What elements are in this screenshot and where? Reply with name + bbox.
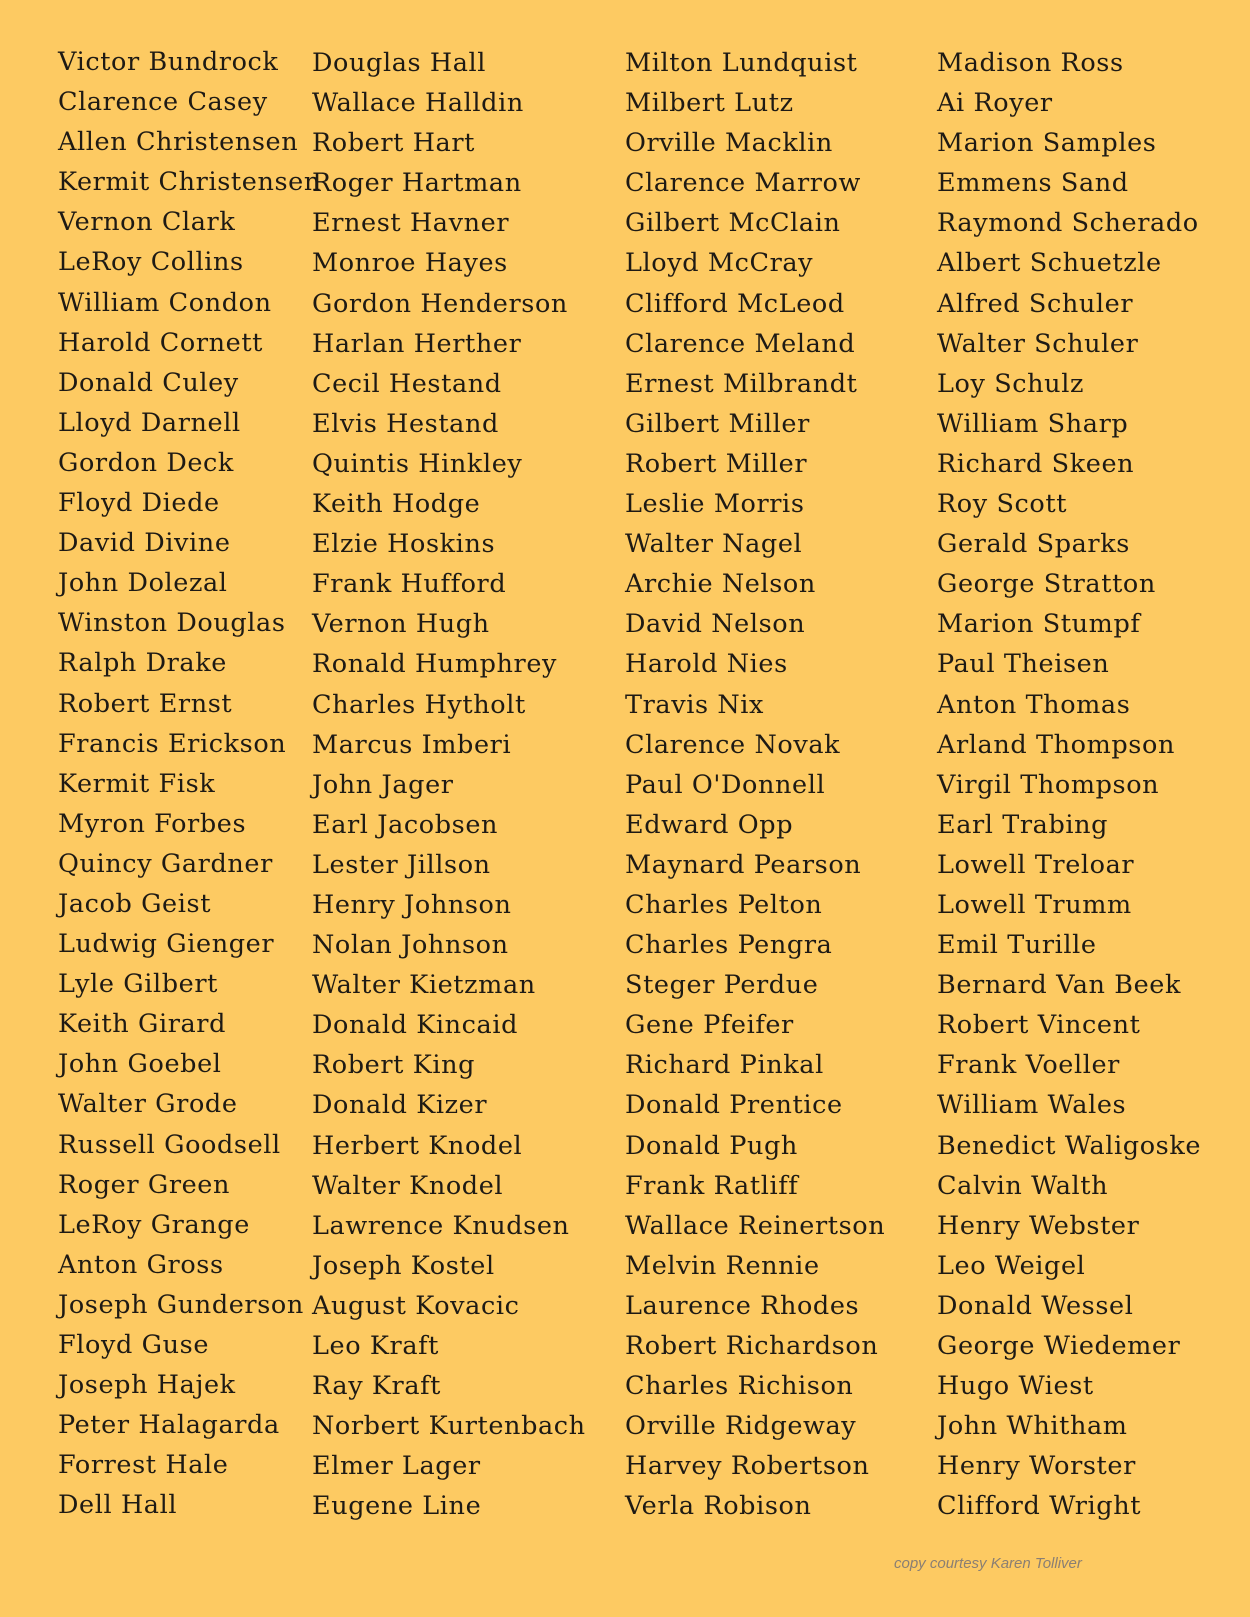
name-entry: Walter Grode	[58, 1089, 238, 1120]
name-entry: Winston Douglas	[58, 608, 286, 639]
name-entry: Keith Girard	[58, 1009, 227, 1040]
name-column-4	[937, 43, 1201, 1526]
name-entry: Herbert Knodel	[312, 1130, 523, 1161]
name-entry: Charles Pengra	[625, 930, 833, 961]
name-entry: Donald Kizer	[312, 1090, 488, 1121]
name-entry: George Wiedemer	[937, 1331, 1181, 1361]
name-entry: Harold Nies	[625, 649, 788, 680]
name-entry: Paul O'Donnell	[625, 769, 826, 800]
name-entry: William Wales	[937, 1090, 1127, 1121]
name-entry: Jacob Geist	[58, 888, 212, 919]
name-entry: Ronald Humphrey	[312, 649, 558, 680]
name-entry: Robert Hart	[312, 128, 475, 159]
name-entry: Gordon Deck	[58, 447, 234, 478]
credit-line: copy courtesy Karen Tolliver	[894, 1555, 1082, 1572]
name-entry: Keith Hodge	[312, 489, 481, 520]
name-entry: Robert Miller	[625, 448, 808, 479]
name-entry: Frank Voeller	[937, 1050, 1120, 1081]
name-entry: Donald Wessel	[937, 1290, 1134, 1321]
name-entry: Anton Gross	[58, 1249, 224, 1280]
name-entry: John Dolezal	[58, 568, 228, 599]
name-entry: Elmer Lager	[312, 1451, 481, 1482]
name-entry: Clarence Casey	[58, 87, 268, 118]
name-entry: Norbert Kurtenbach	[312, 1411, 586, 1442]
name-entry: Peter Halagarda	[58, 1410, 280, 1441]
name-entry: Russell Goodsell	[58, 1129, 281, 1160]
name-entry: Clarence Meland	[625, 328, 856, 359]
name-entry: Donald Prentice	[625, 1090, 843, 1121]
name-entry: Gene Pfeifer	[625, 1010, 794, 1041]
name-entry: Clarence Marrow	[625, 168, 861, 199]
name-entry: Gordon Henderson	[312, 288, 568, 319]
name-entry: Richard Pinkal	[625, 1050, 824, 1081]
name-entry: Walter Knodel	[312, 1170, 504, 1201]
name-entry: Ernest Havner	[312, 208, 510, 239]
name-entry: Earl Trabing	[937, 809, 1109, 840]
name-entry: Loy Schulz	[937, 368, 1084, 399]
name-entry: Lowell Treloar	[937, 849, 1135, 880]
name-column-2	[312, 43, 586, 1526]
name-entry: George Stratton	[937, 569, 1156, 600]
name-entry: Clarence Novak	[625, 729, 841, 760]
name-entry: Robert Richardson	[625, 1331, 879, 1361]
name-entry: Robert Ernst	[58, 688, 233, 719]
name-entry: Nolan Johnson	[312, 930, 509, 961]
name-entry: Elvis Hestand	[312, 408, 499, 439]
name-entry: Lyle Gilbert	[58, 969, 218, 1000]
name-entry: Melvin Rennie	[625, 1250, 820, 1281]
name-entry: Clifford McLeod	[625, 288, 845, 319]
name-entry: Milton Lundquist	[625, 48, 858, 78]
name-entry: Charles Hytholt	[312, 689, 526, 720]
name-entry: Leo Weigel	[937, 1250, 1086, 1281]
name-entry: Charles Pelton	[625, 889, 823, 920]
name-entry: Lawrence Knudsen	[312, 1210, 570, 1241]
name-entry: Monroe Hayes	[312, 248, 508, 279]
name-entry: Dell Hall	[58, 1490, 178, 1521]
name-entry: Quintis Hinkley	[312, 448, 523, 479]
name-entry: Clifford Wright	[937, 1491, 1142, 1522]
name-entry: Francis Erickson	[58, 728, 287, 759]
name-entry: David Divine	[58, 528, 231, 559]
name-entry: Lloyd Darnell	[58, 407, 241, 438]
name-entry: August Kovacic	[312, 1290, 520, 1321]
name-entry: Lowell Trumm	[937, 889, 1132, 920]
name-entry: Travis Nix	[625, 689, 765, 720]
name-entry: Myron Forbes	[58, 808, 247, 839]
name-entry: Donald Kincaid	[312, 1010, 518, 1041]
name-entry: Donald Pugh	[625, 1130, 798, 1161]
name-entry: William Condon	[58, 287, 272, 318]
name-entry: Walter Kietzman	[312, 970, 536, 1001]
name-entry: Emmens Sand	[937, 168, 1129, 199]
name-entry: Roy Scott	[937, 489, 1068, 520]
name-entry: Richard Skeen	[937, 448, 1135, 479]
name-entry: Marcus Imberi	[312, 729, 512, 760]
name-entry: Ernest Milbrandt	[625, 368, 858, 399]
name-entry: Floyd Diede	[58, 488, 220, 519]
name-entry: John Goebel	[58, 1049, 222, 1080]
name-entry: Frank Ratliff	[625, 1170, 799, 1201]
name-entry: Marion Stumpf	[937, 609, 1141, 640]
name-entry: Henry Worster	[937, 1451, 1136, 1482]
name-entry: Douglas Hall	[312, 48, 487, 78]
name-entry: Albert Schuetzle	[937, 248, 1162, 279]
name-entry: Lloyd McCray	[625, 248, 814, 279]
name-entry: David Nelson	[625, 609, 806, 640]
name-entry: Gilbert McClain	[625, 208, 841, 239]
name-entry: Madison Ross	[937, 48, 1124, 78]
name-entry: Wallace Halldin	[312, 88, 524, 119]
name-entry: Milbert Lutz	[625, 88, 794, 119]
name-entry: John Jager	[312, 769, 454, 800]
name-entry: Vernon Hugh	[312, 609, 490, 640]
name-entry: Henry Webster	[937, 1210, 1140, 1241]
name-entry: Donald Culey	[58, 367, 239, 398]
name-entry: Hugo Wiest	[937, 1371, 1094, 1402]
name-entry: Raymond Scherado	[937, 208, 1199, 239]
name-entry: Calvin Walth	[937, 1170, 1109, 1201]
name-entry: Orville Ridgeway	[625, 1411, 857, 1442]
name-entry: Victor Bundrock	[58, 47, 279, 77]
name-entry: Quincy Gardner	[58, 848, 273, 879]
name-entry: Orville Macklin	[625, 128, 833, 159]
name-column-3	[625, 43, 885, 1526]
name-entry: Earl Jacobsen	[312, 809, 499, 840]
name-entry: LeRoy Grange	[58, 1209, 250, 1240]
name-entry: Leslie Morris	[625, 489, 805, 520]
name-entry: Robert King	[312, 1050, 476, 1081]
name-entry: Anton Thomas	[937, 689, 1131, 720]
name-entry: Bernard Van Beek	[937, 970, 1182, 1001]
name-entry: Ralph Drake	[58, 648, 227, 679]
name-entry: Gerald Sparks	[937, 529, 1130, 560]
name-entry: Joseph Hajek	[58, 1370, 236, 1401]
name-entry: Benedict Waligoske	[937, 1130, 1202, 1161]
name-entry: Arland Thompson	[937, 729, 1175, 760]
name-entry: Harlan Herther	[312, 328, 522, 359]
name-entry: Charles Richison	[625, 1371, 854, 1402]
name-entry: Verla Robison	[625, 1491, 812, 1522]
name-entry: Harvey Robertson	[625, 1451, 870, 1482]
name-entry: Emil Turille	[937, 930, 1097, 961]
name-entry: Walter Schuler	[937, 328, 1139, 359]
name-entry: Maynard Pearson	[625, 849, 862, 880]
name-entry: Edward Opp	[625, 809, 794, 840]
name-entry: Cecil Hestand	[312, 368, 502, 399]
name-entry: Archie Nelson	[625, 569, 816, 600]
name-entry: Wallace Reinertson	[625, 1210, 886, 1241]
name-column-1	[58, 42, 321, 1525]
name-entry: Steger Perdue	[625, 970, 819, 1001]
name-entry: Joseph Kostel	[312, 1250, 495, 1281]
name-entry: Virgil Thompson	[937, 769, 1160, 800]
name-entry: Ludwig Gienger	[58, 929, 275, 960]
name-entry: Harold Cornett	[58, 327, 264, 358]
name-entry: Kermit Fisk	[58, 768, 216, 799]
name-entry: Frank Hufford	[312, 569, 507, 600]
name-entry: Kermit Christensen	[58, 167, 321, 198]
name-entry: Walter Nagel	[625, 529, 803, 560]
name-entry: Leo Kraft	[312, 1331, 440, 1361]
name-entry: LeRoy Collins	[58, 247, 244, 278]
name-entry: Elzie Hoskins	[312, 529, 496, 560]
name-entry: Roger Green	[58, 1169, 231, 1200]
name-entry: Allen Christensen	[58, 127, 299, 158]
name-entry: Marion Samples	[937, 128, 1157, 159]
name-entry: William Sharp	[937, 408, 1129, 439]
name-entry: Joseph Gunderson	[58, 1289, 304, 1320]
name-entry: Forrest Hale	[58, 1450, 229, 1481]
name-entry: Paul Theisen	[937, 649, 1110, 680]
name-entry: Floyd Guse	[58, 1330, 210, 1360]
name-entry: Ray Kraft	[312, 1371, 442, 1402]
name-entry: Lester Jillson	[312, 849, 491, 880]
name-entry: Henry Johnson	[312, 889, 512, 920]
name-entry: Eugene Line	[312, 1491, 482, 1522]
name-entry: John Whitham	[937, 1411, 1128, 1442]
name-entry: Laurence Rhodes	[625, 1290, 860, 1321]
name-entry: Robert Vincent	[937, 1010, 1141, 1041]
name-entry: Gilbert Miller	[625, 408, 810, 439]
name-entry: Roger Hartman	[312, 168, 522, 199]
name-entry: Vernon Clark	[58, 207, 236, 238]
name-entry: Alfred Schuler	[937, 288, 1134, 319]
name-entry: Ai Royer	[937, 88, 1053, 119]
